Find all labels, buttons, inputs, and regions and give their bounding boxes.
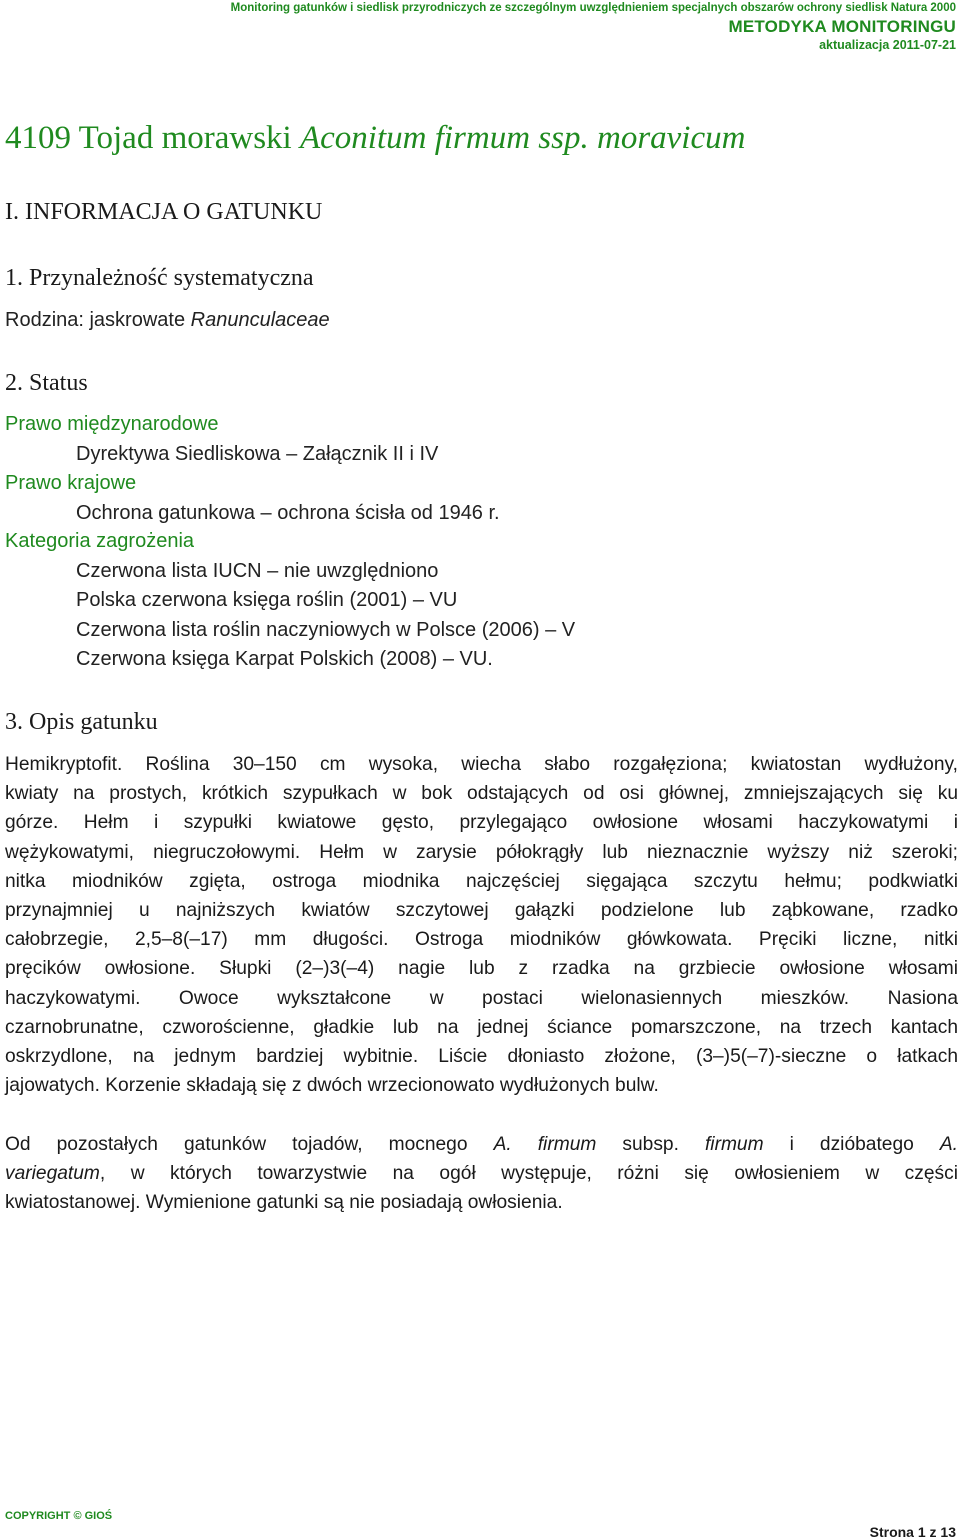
description-paragraph <box>5 750 958 1100</box>
species-title-plain: 4109 Tojad morawski <box>5 120 300 156</box>
species-title <box>5 120 745 157</box>
systematics-heading: 1. Przynależność systematyczna <box>5 265 314 291</box>
comparison-paragraph <box>5 1130 958 1218</box>
footer-copyright: COPYRIGHT © GIOŚ <box>5 1510 113 1522</box>
family-line <box>5 309 330 332</box>
description-heading: 3. Opis gatunku <box>5 709 158 735</box>
threat-item: Polska czerwona księga roślin (2001) – VU <box>76 589 458 611</box>
paragraph-line: kwiatostanowej. Wymienione gatunki są nie posiadają owłosienia. <box>5 1192 563 1214</box>
paragraph-line: wężykowatymi, niegruczołowymi. Hełm w zarysie półokrągły lub nieznacznie wyższy niż szeroki; <box>5 841 958 863</box>
header-project-title: Monitoring gatunków i siedlisk przyrodniczych ze szczególnym uwzględnieniem specjalnych obszarów ochrony siedlisk Natura 2000 <box>230 2 956 14</box>
paragraph-line: variegatum, w których towarzystwie na ogół występuje, różni się owłosieniem w części <box>5 1163 958 1185</box>
family-latin: Ranunculaceae <box>190 309 330 331</box>
paragraph-line: nitka miodników zgięta, ostroga miodnika najczęściej sięgająca szczytu hełmu; podkwiatki <box>5 870 958 892</box>
header-methodology-title: METODYKA MONITORINGU <box>728 17 956 36</box>
paragraph-line: górze. Hełm i szypułki kwiatowe gęsto, przylegająco owłosione włosami haczykowatymi i <box>5 812 958 834</box>
paragraph-line: kwiaty na prostych, krótkich szypułkach w bok odstających od osi głównej, zmniejszających się ku <box>5 783 958 805</box>
paragraph-line: przynajmniej u najniższych kwiatów szczytowej gałązki podzielone lub ząbkowane, rzadko <box>5 900 958 922</box>
international-law-label: Prawo międzynarodowe <box>5 413 219 435</box>
paragraph-line: haczykowatymi. Owoce wykształcone w postaci wielonasiennych mieszków. Nasiona <box>5 987 958 1009</box>
header-update-date: aktualizacja 2011-07-21 <box>819 38 956 52</box>
threat-category-label: Kategoria zagrożenia <box>5 530 195 552</box>
threat-item: Czerwona lista roślin naczyniowych w Polsce (2006) – V <box>76 619 576 641</box>
paragraph-line: pręcików owłosione. Słupki (2–)3(–4) nagie lub z rzadka na grzbiecie owłosione włosami <box>5 958 958 980</box>
status-heading: 2. Status <box>5 370 88 396</box>
species-title-latin: Aconitum firmum ssp. moravicum <box>299 120 746 156</box>
paragraph-line: Hemikryptofit. Roślina 30–150 cm wysoka, wiecha słabo rozgałęziona; kwiatostan wydłużony, <box>5 754 958 775</box>
paragraph-line: czarnobrunatne, czworościenne, gładkie lub na jednej ściance pomarszczone, na trzech kantach <box>5 1016 958 1038</box>
paragraph-line: Od pozostałych gatunków tojadów, mocnego A. firmum subsp. firmum i dzióbatego A. <box>5 1134 958 1155</box>
footer-page-number: Strona 1 z 13 <box>869 1524 956 1540</box>
international-law-value: Dyrektywa Siedliskowa – Załącznik II i IV <box>76 443 439 465</box>
family-label: Rodzina: jaskrowate <box>5 309 191 331</box>
threat-item: Czerwona księga Karpat Polskich (2008) – VU. <box>76 648 493 670</box>
section-heading-species-info: I. INFORMACJA O GATUNKU <box>5 199 323 225</box>
paragraph-line: jajowatych. Korzenie składają się z dwóch wrzecionowato wydłużonych bulw. <box>5 1075 659 1097</box>
national-law-value: Ochrona gatunkowa – ochrona ścisła od 1946 r. <box>76 502 500 524</box>
threat-item: Czerwona lista IUCN – nie uwzględniono <box>76 560 439 582</box>
paragraph-line: całobrzegie, 2,5–8(–17) mm długości. Ostroga miodników główkowata. Pręciki liczne, nitki <box>5 929 958 951</box>
paragraph-line: oskrzydlone, na jednym bardziej wybitnie. Liście dłoniasto złożone, (3–)5(–7)-sieczne o łatkach <box>5 1046 958 1068</box>
national-law-label: Prawo krajowe <box>5 472 137 494</box>
